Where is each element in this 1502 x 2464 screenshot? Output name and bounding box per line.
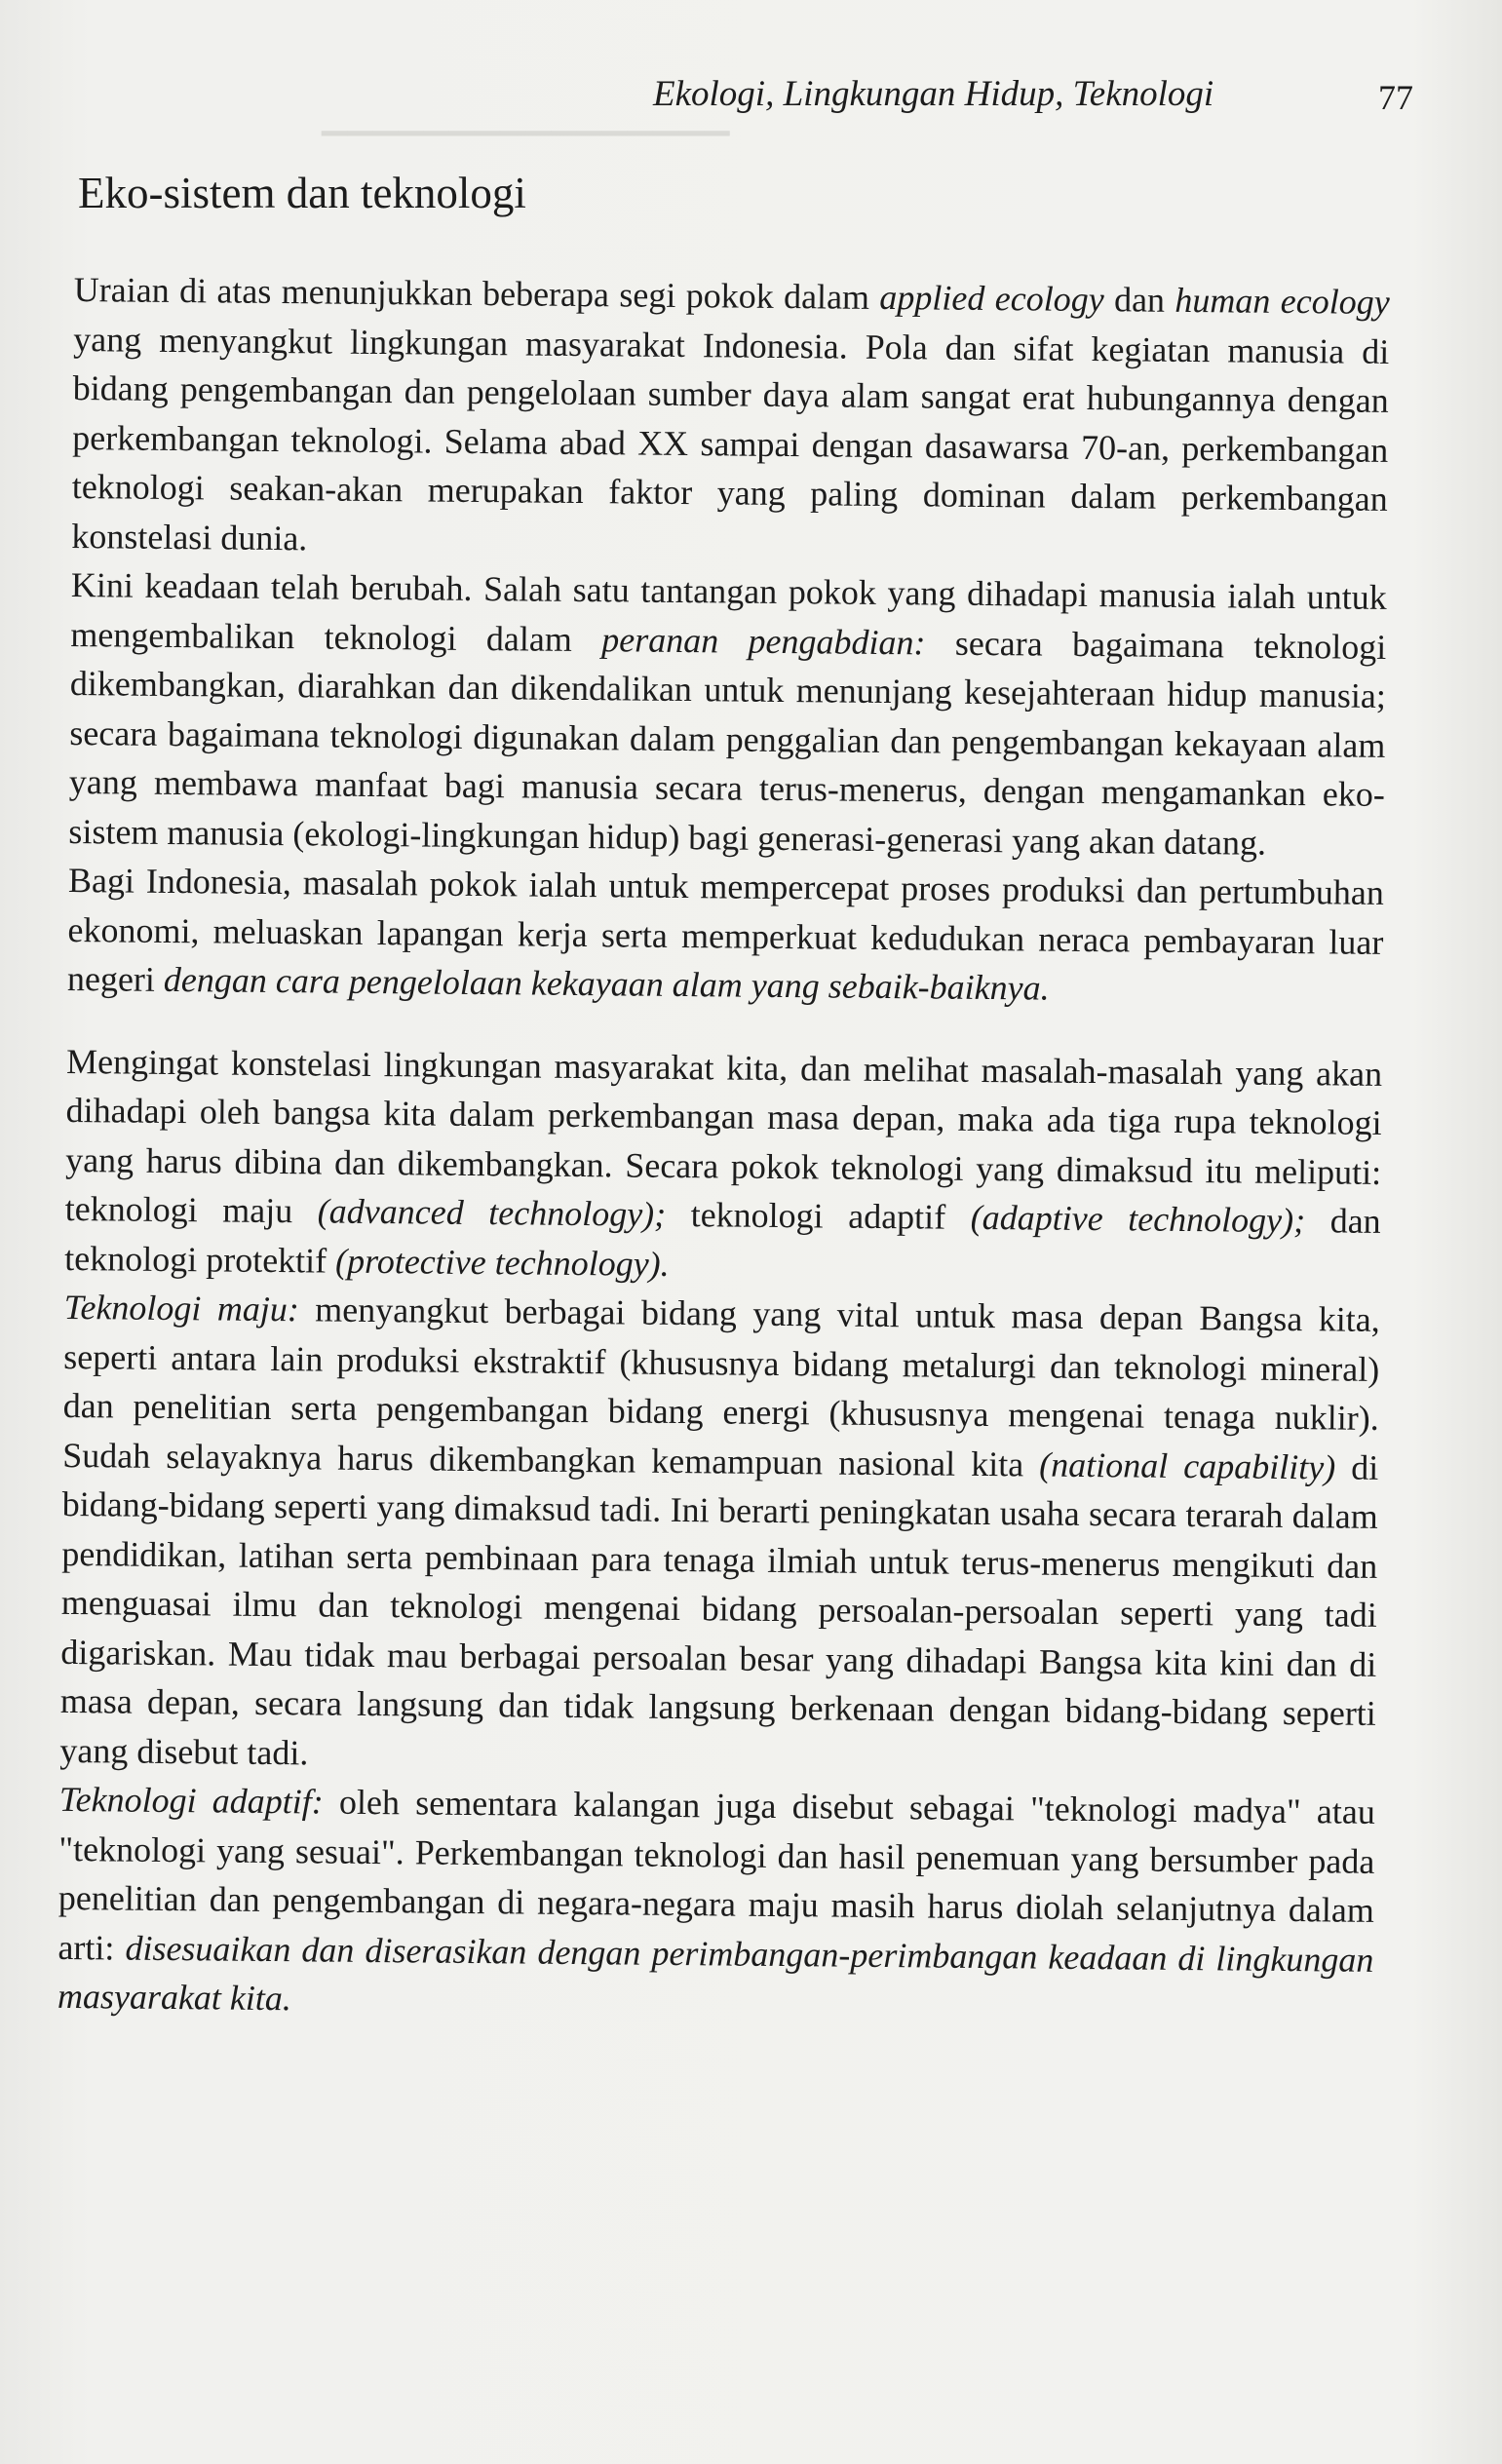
paragraph-text: oleh sementara kalangan juga disebut sebagai "teknologi madya" atau "teknologi yang sesuai". Perkembangan teknologi dan hasil penemuan yang bersumber pada penelitian dan pengembangan di negara-negara maju masih harus diolah selanjutnya dalam arti: bbox=[58, 1782, 1376, 1968]
body-text bbox=[58, 265, 1390, 2033]
paragraph-text: Mengingat konstelasi lingkungan masyarakat kita, dan melihat masalah-masalah yang akan dihadapi oleh bangsa kita dalam perkembangan masa depan, maka ada tiga rupa teknologi yang harus dibina dan dikembangkan. Secara pokok teknologi yang dimaksud itu meliputi: teknologi maju bbox=[64, 1041, 1383, 1231]
italic-term: Teknologi adaptif: bbox=[58, 1779, 324, 1822]
paragraph-text: Kini keadaan telah berubah. Salah satu tantangan pokok yang dihadapi manusia ialah untuk mengembalikan teknologi dalam bbox=[70, 564, 1387, 659]
page-number: 77 bbox=[1378, 78, 1413, 117]
italic-term: (adaptive technology); bbox=[970, 1197, 1306, 1241]
paragraph-text: dan bbox=[1103, 280, 1175, 320]
paragraph-text: di bidang-bidang seperti yang dimaksud tadi. Ini berarti peningkatan usaha secara terarah dalam pendidikan, latihan serta pembinaan para tenaga ilmiah untuk terus-menerus mengikuti dan menguasai ilmu dan teknologi mengenai bidang persoalan-persoalan seperti yang tadi digariskan. Mau tidak mau berbagai persoalan besar yang dihadapi Bangsa kita kini dan di masa depan, secara langsung dan tidak langsung berkenaan dengan bidang-bidang seperti yang disebut tadi. bbox=[59, 1446, 1379, 1772]
italic-term: (protective technology). bbox=[334, 1241, 670, 1284]
italic-term: (national capability) bbox=[1039, 1444, 1336, 1486]
italic-term: (advanced technology); bbox=[317, 1191, 667, 1234]
bleed-through-shadow: ▁▁▁▁▁▁▁▁▁▁▁▁▁▁▁▁ bbox=[322, 99, 730, 135]
paragraph-text: menyangkut berbagai bidang yang vital untuk masa depan Bangsa kita, seperti antara lain produksi ekstraktif (khususnya bidang metalurgi dan teknologi mineral) dan penelitian serta pengembangan bidang energi (khususnya mengenai tenaga nuklir). Sudah selayaknya harus dikembangkan kemampuan nasional kita bbox=[62, 1290, 1380, 1484]
paragraph-text: Bagi Indonesia, masalah pokok ialah untuk mempercepat proses produksi dan pertumbuhan ekonomi, meluaskan lapangan kerja serta memperkuat kedudukan neraca pembayaran luar negeri bbox=[66, 860, 1385, 999]
paragraph-5 bbox=[59, 1283, 1380, 1788]
paragraph-4 bbox=[64, 1036, 1382, 1294]
paragraph-2 bbox=[68, 560, 1387, 868]
paragraph-text: teknologi adaptif bbox=[665, 1194, 971, 1237]
italic-term: human ecology bbox=[1175, 280, 1390, 322]
italic-term: applied ecology bbox=[879, 277, 1104, 320]
paragraph-6 bbox=[58, 1775, 1375, 2033]
running-header bbox=[653, 73, 1413, 122]
paragraph-text: dan teknologi protektif bbox=[64, 1201, 1381, 1281]
running-title: Ekologi, Lingkungan Hidup, Teknologi bbox=[653, 74, 1214, 114]
italic-term: dengan cara pengelolaan kekayaan alam yang sebaik-baiknya. bbox=[163, 959, 1050, 1008]
paragraph-1 bbox=[71, 265, 1390, 573]
italic-term: Teknologi maju: bbox=[63, 1287, 300, 1329]
paragraph-text: yang menyangkut lingkungan masyarakat Indonesia. Pola dan sifat kegiatan manusia di bidang pengembangan dan pengelolaan sumber daya alam sangat erat hubungannya dengan perkembangan teknologi. Selama abad XX sampai dengan dasawarsa 70-an, perkembangan teknologi seakan-akan merupakan faktor yang paling dominan dalam perkembangan konstelasi dunia. bbox=[71, 319, 1390, 558]
section-title: Eko-sistem dan teknologi bbox=[78, 169, 526, 217]
italic-term: peranan pengabdian: bbox=[601, 619, 926, 662]
paragraph-text: Uraian di atas menunjukkan beberapa segi pokok dalam bbox=[73, 269, 880, 317]
paragraph-3 bbox=[67, 856, 1384, 1016]
paragraph-text: secara bagaimana teknologi dikembangkan, diarahkan dan dikendalikan untuk menunjang kesejahteraan hidup manusia; secara bagaimana teknologi digunakan dalam penggalian dan pengembangan kekayaan alam yang membawa manfaat bagi manusia secara terus-menerus, dengan mengamankan eko-sistem manusia (ekologi-lingkungan hidup) bagi generasi-generasi yang akan datang. bbox=[68, 622, 1387, 863]
italic-term: disesuaikan dan diserasikan dengan perimbangan-perimbangan keadaan di lingkungan masyarakat kita. bbox=[57, 1928, 1374, 2019]
